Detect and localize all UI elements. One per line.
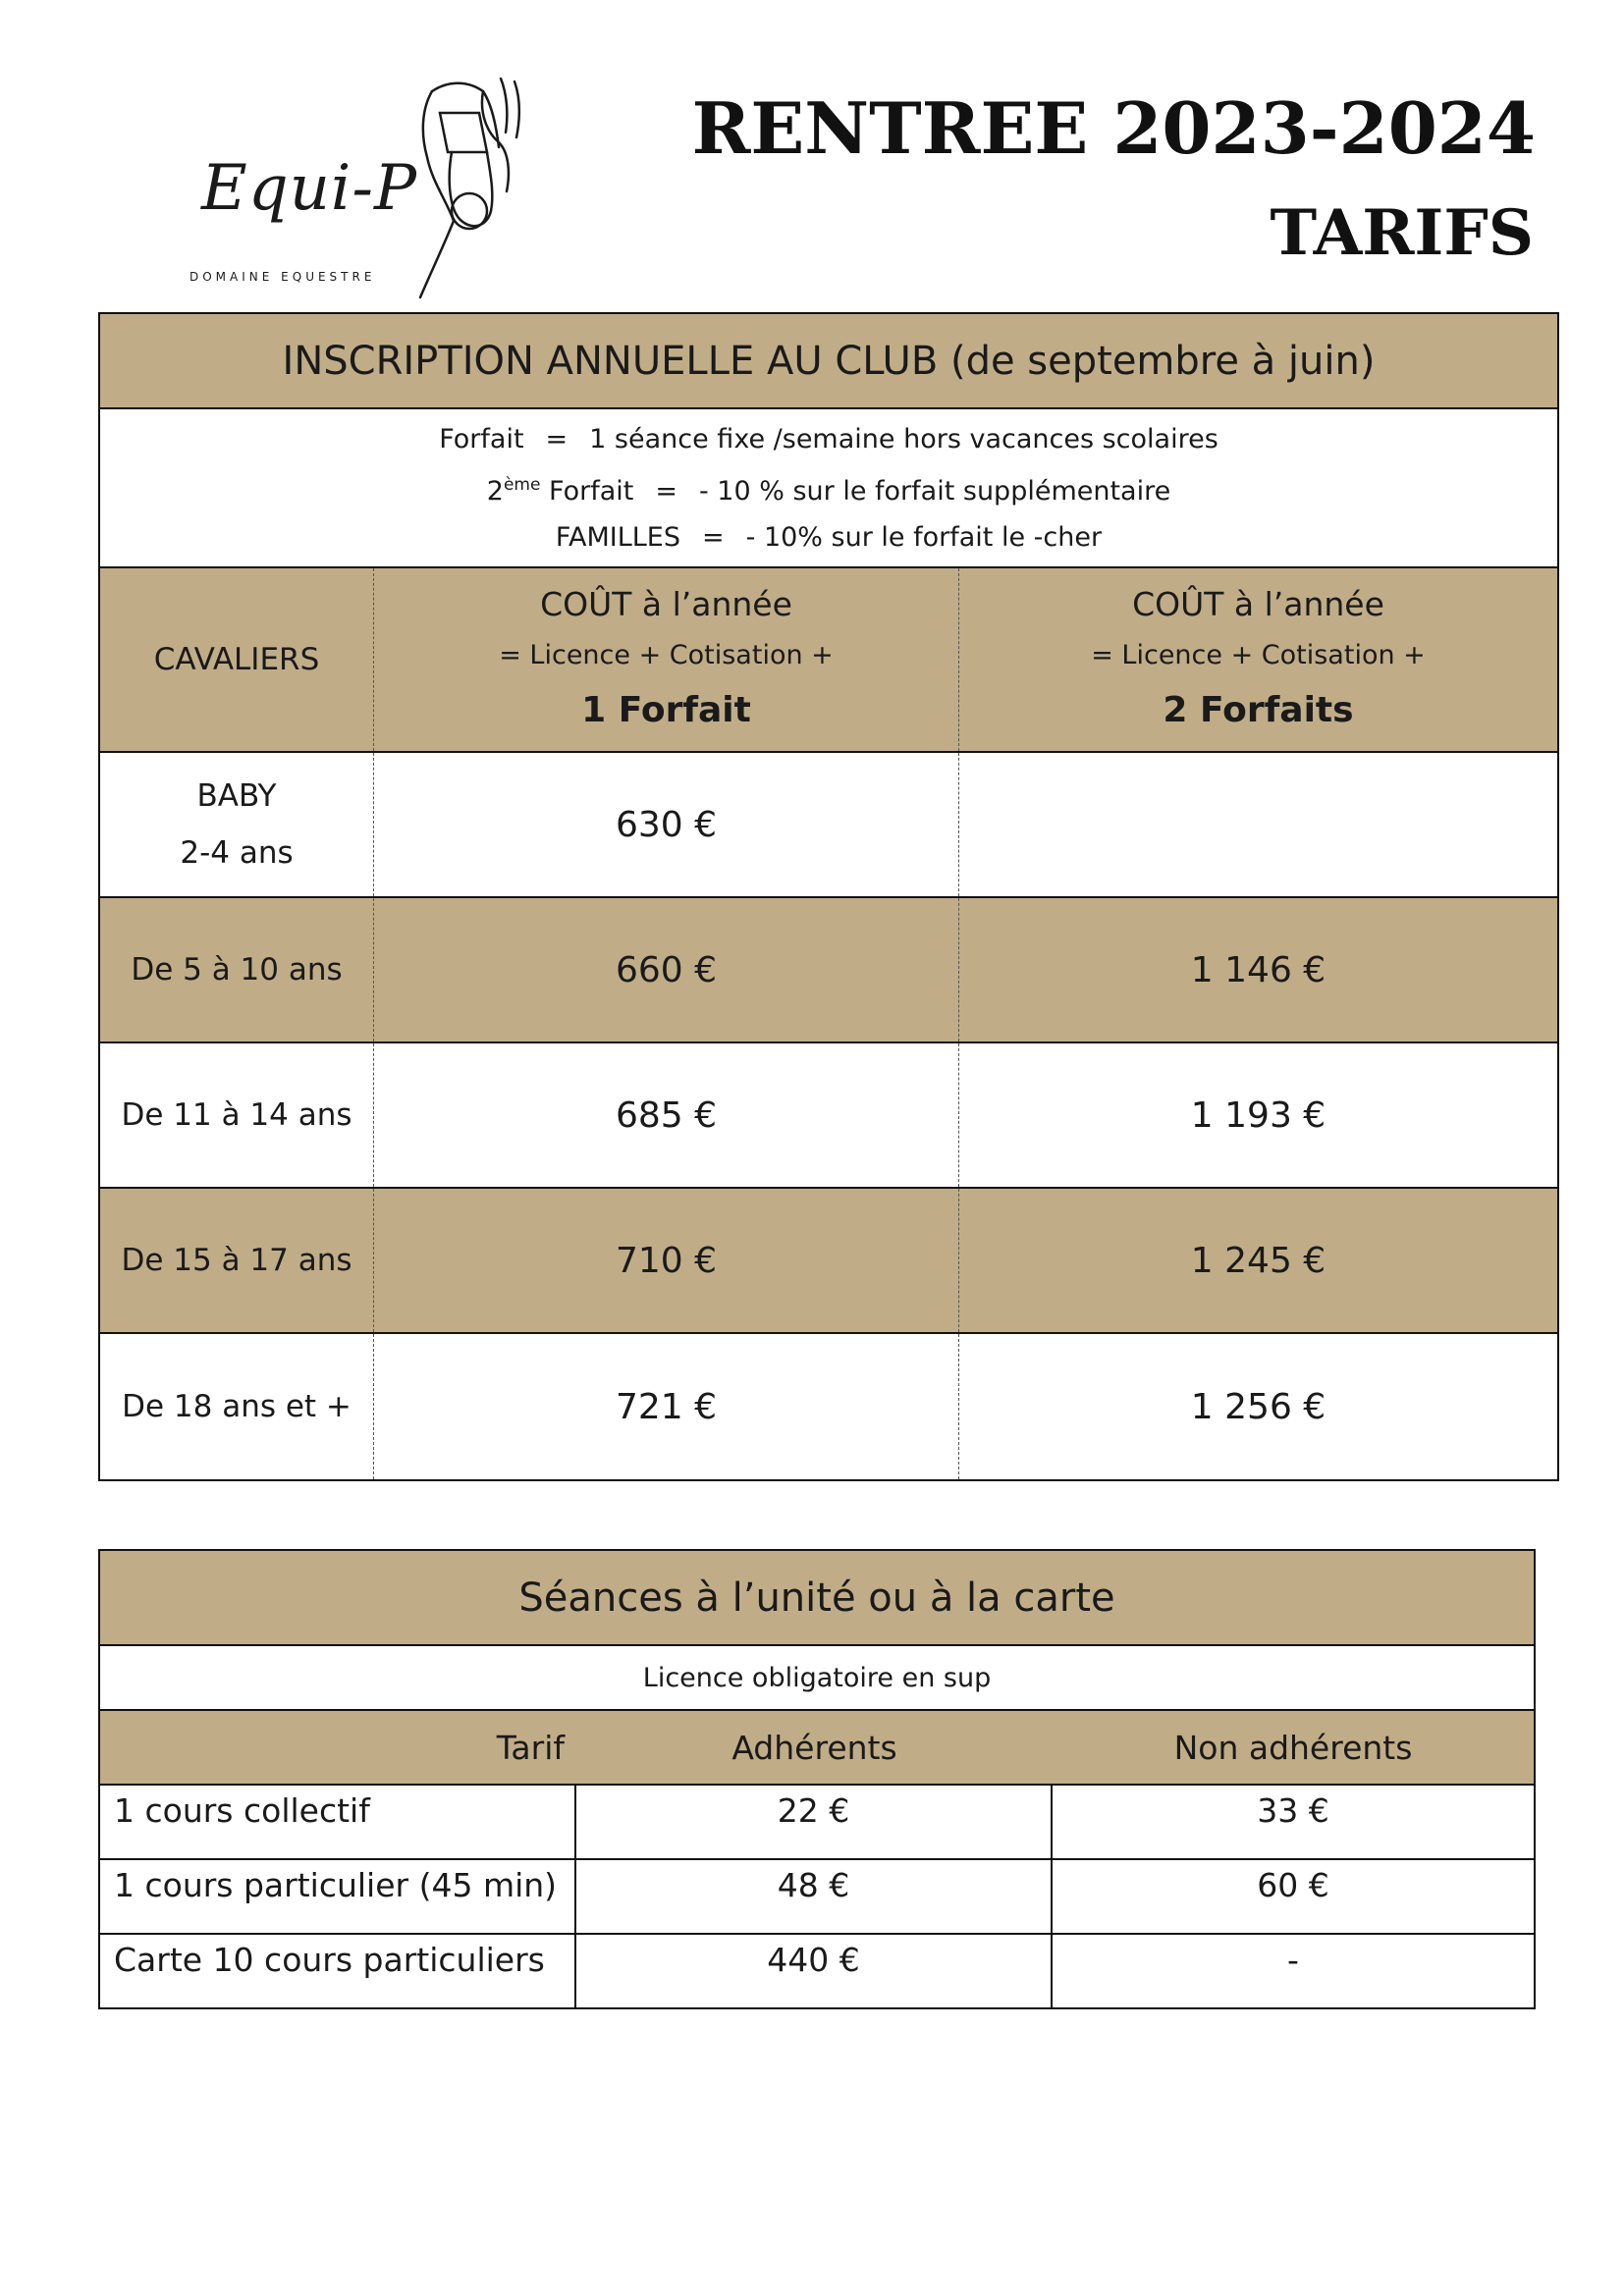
price-one-forfait: 630 € [374,753,959,896]
row-label: 1 cours collectif [100,1786,576,1858]
annual-registration-table [98,312,1559,1481]
column-header-tarif: Tarif [496,1728,565,1767]
table-row [100,753,1557,898]
price-non-members: - [1287,1941,1299,1979]
club-logo [182,74,545,309]
column-header-cavaliers: CAVALIERS [100,568,374,751]
price-one-forfait: 710 € [374,1189,959,1332]
price-two-forfaits: 1 146 € [1190,949,1326,990]
column-header-one-forfait: COÛT à l’année = Licence + Cotisation + 1 Forfait [374,568,959,751]
price-two-forfaits [959,753,1557,896]
table-row [100,1786,1534,1860]
table-row [100,1860,1534,1935]
price-two-forfaits: 1 193 € [1190,1095,1326,1136]
price-members: 48 € [576,1860,1053,1933]
info-line: 2ème Forfait = - 10 % sur le forfait supplémentaire [486,474,1171,507]
price-one-forfait: 660 € [374,898,959,1041]
table-row [100,1189,1557,1334]
row-label: 1 cours particulier (45 min) [100,1860,576,1933]
row-label: De 18 ans et + [100,1334,374,1479]
table-note: Licence obligatoire en sup [100,1646,1534,1711]
row-label: BABY [196,778,277,814]
row-label: De 15 à 17 ans [100,1189,374,1332]
page-title: RENTREE 2023-2024 [691,86,1536,170]
table-title: INSCRIPTION ANNUELLE AU CLUB (de septembre à juin) [100,314,1557,409]
row-label: De 11 à 14 ans [100,1043,374,1187]
price-members: 440 € [576,1935,1053,2007]
column-header-non-members: Non adhérents [1173,1728,1413,1767]
price-members: 22 € [576,1786,1053,1858]
table-row [100,1334,1557,1479]
price-two-forfaits: 1 245 € [1190,1240,1326,1281]
price-non-members: 33 € [1257,1791,1329,1830]
table-title: Séances à l’unité ou à la carte [100,1551,1534,1646]
info-line: Forfait = 1 séance fixe /semaine hors vacances scolaires [439,423,1218,454]
row-label: Carte 10 cours particuliers [100,1935,576,2007]
table-header-row [100,1711,1534,1786]
price-one-forfait: 685 € [374,1043,959,1187]
info-line: FAMILLES = - 10% sur le forfait le -cher [555,521,1103,553]
column-header-members: Adhérents [731,1728,897,1767]
row-label-sub: 2-4 ans [180,835,294,871]
logo-subtitle: DOMAINE EQUESTRE [189,270,376,284]
logo-text: Equi-P [201,152,418,225]
table-row [100,1043,1557,1189]
price-two-forfaits: 1 256 € [1190,1386,1326,1427]
single-sessions-table [98,1549,1536,2009]
table-row [100,1935,1534,2007]
price-one-forfait: 721 € [374,1334,959,1479]
table-header-row [100,568,1557,753]
row-label: De 5 à 10 ans [100,898,374,1041]
column-header-two-forfaits: COÛT à l’année = Licence + Cotisation + 2 Forfaits [1091,585,1426,730]
table-row [100,898,1557,1043]
page-subtitle: TARIFS [1270,196,1534,270]
info-block [100,409,1557,568]
price-non-members: 60 € [1257,1866,1329,1904]
